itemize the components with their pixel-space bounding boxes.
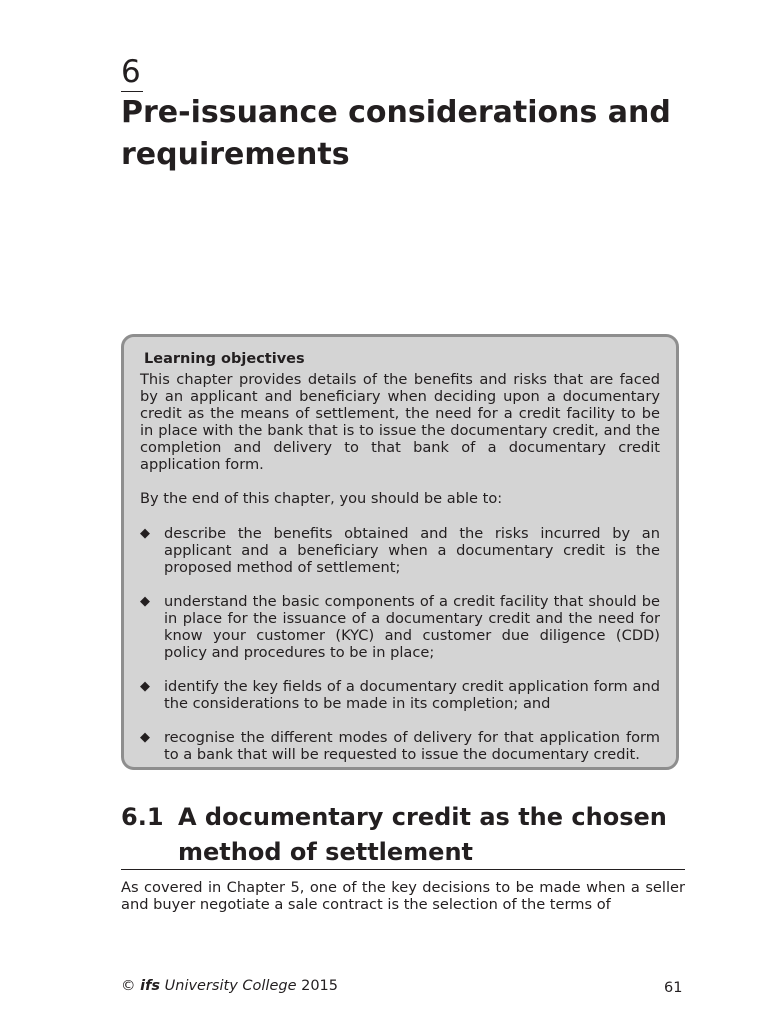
learning-objectives-lead-in: By the end of this chapter, you should be able to:	[140, 490, 503, 507]
page-number: 61	[664, 980, 683, 996]
footer-copyright	[121, 977, 338, 995]
footer-brand: ifs	[140, 978, 161, 994]
diamond-bullet-icon: ◆	[140, 526, 150, 541]
list-item-text: understand the basic components of a credit facility that should be in place for the issuance of a documentary credit and the need for know your customer (KYC) and customer due diligence (CDD) policy and procedures to be in place;	[164, 593, 660, 661]
list-item-text: identify the key fields of a documentary credit application form and the considerations to be made in its completion; and	[164, 678, 660, 712]
learning-objectives-heading: Learning objectives	[144, 351, 305, 367]
footer-college: University College	[164, 978, 297, 994]
footer-year: 2015	[301, 978, 339, 994]
list-item-text: describe the benefits obtained and the risks incurred by an applicant and a beneficiary when a documentary credit is the proposed method of settlement;	[164, 525, 660, 576]
list-item	[140, 678, 660, 712]
section-body-paragraph: As covered in Chapter 5, one of the key decisions to be made when a seller and buyer negotiate a sale contract is the selection of the terms of	[121, 879, 685, 913]
diamond-bullet-icon: ◆	[140, 679, 150, 694]
learning-objectives-list	[140, 525, 660, 763]
learning-objectives-box	[121, 334, 679, 770]
section-rule	[121, 869, 685, 870]
list-item	[140, 729, 660, 763]
list-item	[140, 525, 660, 576]
diamond-bullet-icon: ◆	[140, 730, 150, 745]
section-number: 6.1	[121, 803, 164, 831]
section-title: A documentary credit as the chosen method of settlement	[178, 803, 667, 866]
copyright-symbol: ©	[121, 978, 136, 994]
diamond-bullet-icon: ◆	[140, 594, 150, 609]
chapter-title: Pre-issuance considerations and requirements	[121, 95, 671, 172]
chapter-number: 6	[121, 54, 141, 90]
list-item-text: recognise the different modes of delivery for that application form to a bank that will be requested to issue the documentary credit.	[164, 729, 660, 763]
list-item	[140, 593, 660, 661]
section-heading	[121, 800, 685, 870]
learning-objectives-intro: This chapter provides details of the benefits and risks that are faced by an applicant and beneficiary when deciding upon a documentary credit as the means of settlement, the need for a credit facility to be in place with the bank that is to issue the documentary credit, and the completion and delivery to that bank of a documentary credit application form.	[140, 371, 660, 473]
